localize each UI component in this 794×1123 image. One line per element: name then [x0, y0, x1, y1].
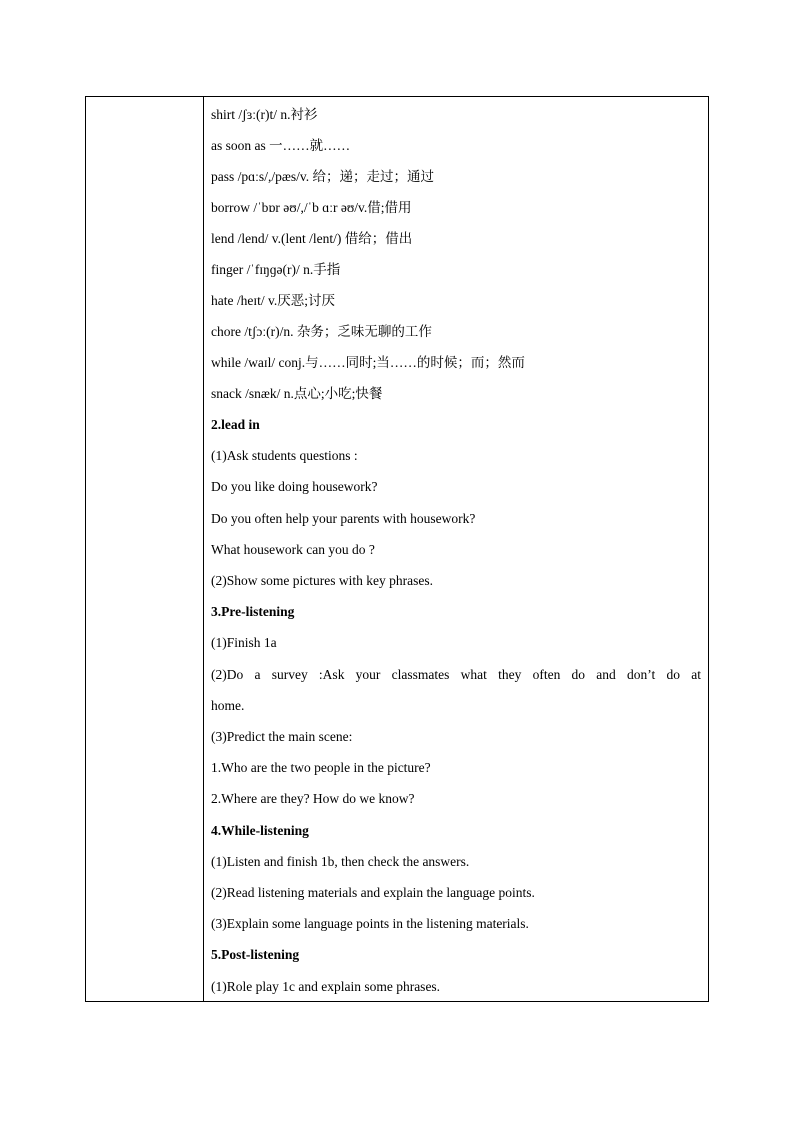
step-show-pictures: (2)Show some pictures with key phrases.	[211, 573, 433, 588]
step-predict-scene: (3)Predict the main scene:	[211, 729, 353, 744]
section-heading-pre-listening: 3.Pre-listening	[211, 604, 295, 619]
question-where-are-they: 2.Where are they? How do we know?	[211, 791, 415, 806]
vocab-as-soon-as: as soon as 一……就……	[211, 138, 351, 153]
vocab-pass: pass /pɑːs/,/pæs/v. 给；递；走过；通过	[211, 169, 434, 184]
question-help-parents: Do you often help your parents with housework?	[211, 511, 476, 526]
vocab-while: while /waɪl/ conj.与……同时;当……的时候；而；然而	[211, 355, 525, 370]
vocab-finger: finger /ˈfɪŋɡə(r)/ n.手指	[211, 262, 341, 277]
step-finish-1a: (1)Finish 1a	[211, 635, 277, 650]
step-explain-points: (3)Explain some language points in the listening materials.	[211, 916, 529, 931]
vocab-lend: lend /lend/ v.(lent /lent/) 借给；借出	[211, 231, 413, 246]
section-heading-post-listening: 5.Post-listening	[211, 947, 300, 962]
section-heading-while-listening: 4.While-listening	[211, 823, 309, 838]
question-who-are-people: 1.Who are the two people in the picture?	[211, 760, 431, 775]
right-column-cell	[204, 97, 708, 1001]
section-heading-lead-in: 2.lead in	[211, 417, 260, 432]
vocab-shirt: shirt /ʃɜː(r)t/ n.衬衫	[211, 107, 318, 122]
step-read-materials: (2)Read listening materials and explain the language points.	[211, 885, 535, 900]
left-column-cell	[86, 97, 204, 1001]
step-role-play-1c: (1)Role play 1c and explain some phrases.	[211, 979, 441, 994]
lesson-table	[85, 96, 709, 1002]
step-do-survey-continued: home.	[211, 698, 245, 713]
vocab-borrow: borrow /ˈbɒr əʊ/,/ˈb ɑːr əʊ/v.借;借用	[211, 200, 412, 215]
step-do-survey: (2)Do a survey :Ask your classmates what they often do and don’t do at	[211, 667, 701, 682]
step-listen-finish-1b: (1)Listen and finish 1b, then check the answers.	[211, 854, 470, 869]
vocab-hate: hate /heɪt/ v.厌恶;讨厌	[211, 293, 335, 308]
question-what-housework: What housework can you do ?	[211, 542, 375, 557]
vocab-snack: snack /snæk/ n.点心;小吃;快餐	[211, 386, 383, 401]
question-like-housework: Do you like doing housework?	[211, 479, 378, 494]
vocab-chore: chore /tʃɔː(r)/n. 杂务；乏味无聊的工作	[211, 324, 432, 339]
step-ask-questions: (1)Ask students questions :	[211, 448, 358, 463]
